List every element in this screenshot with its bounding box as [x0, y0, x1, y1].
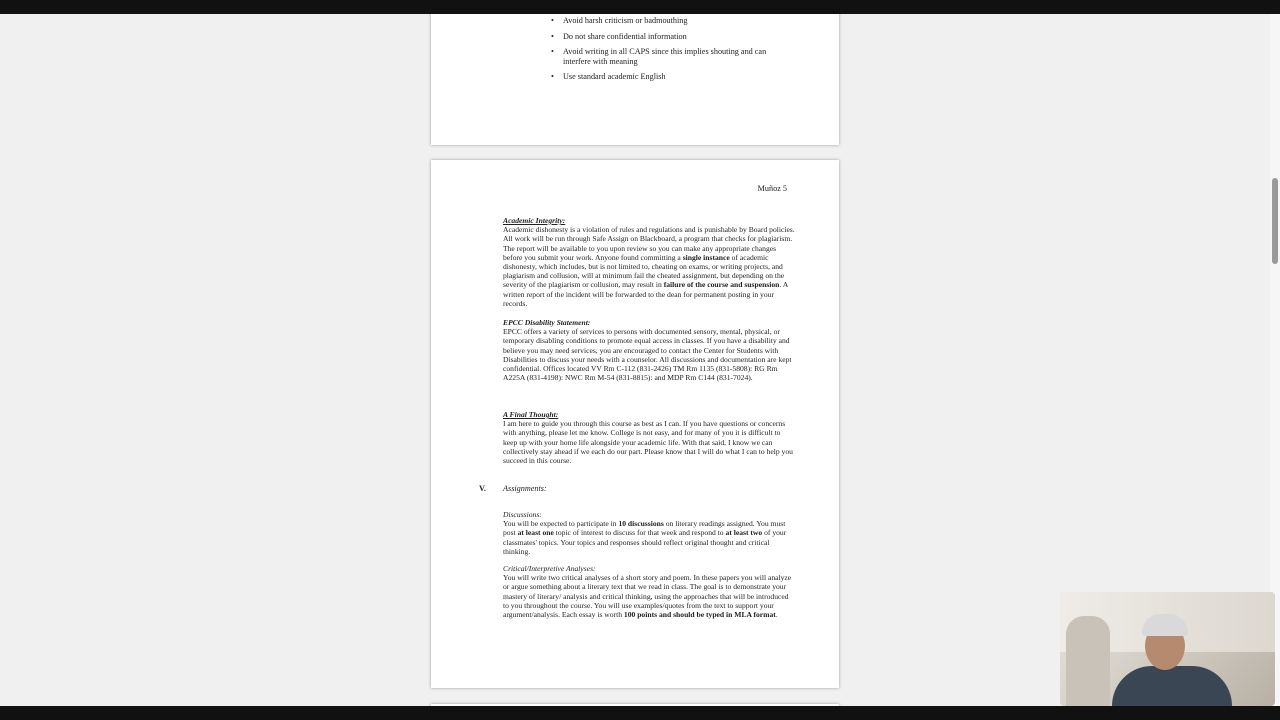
- disability-statement-section: [503, 318, 795, 382]
- list-item: • Avoid writing in all CAPS since this implies shouting and can interfere with meaning: [549, 47, 779, 66]
- section-text: EPCC offers a variety of services to persons with documented sensory, mental, physical, or temporary disabling conditions to promote equal access in classes. If you have a disability and believe you may need services, you are encouraged to contact the Center for Students with Disabilities to discuss your needs with a counselor. All discussions and documentation are kept confidential. Offices located VV Rm C-112 (831-2426) TM Rm 1135 (831-5808): RG Rm A225A (831-4198): NWC Rm M-54 (831-8815): and MDP Rm C144 (831-7024).: [503, 327, 792, 383]
- list-item: • Avoid harsh criticism or badmouthing: [549, 16, 779, 26]
- section-title: Discussions:: [503, 510, 542, 519]
- section-text: You will write two critical analyses of a short story and poem. In these papers you will analyze or argue something about a literary text that we read in class. The goal is to demonstrate your mastery of literary/ analysis and critical thinking, using the approaches that will be introduced to you throughout the course. You will use examples/quotes from the text to support your argument/analysis. Each essay is worth 100 points and should be typed in MLA format.: [503, 573, 792, 620]
- section-heading: Assignments:: [503, 484, 547, 493]
- final-thought-section: [503, 410, 795, 465]
- academic-integrity-section: [503, 216, 795, 308]
- list-item: • Use standard academic English: [549, 72, 779, 82]
- webcam-chair: [1066, 616, 1110, 706]
- webcam-overlay: [1060, 592, 1275, 706]
- discussions-section: [503, 510, 795, 556]
- scrollbar-thumb[interactable]: [1272, 178, 1278, 264]
- section-title: A Final Thought:: [503, 410, 559, 419]
- section-title: Critical/Interpretive Analyses:: [503, 564, 596, 573]
- webcam-person-body: [1112, 666, 1232, 706]
- document-page-4: [431, 14, 839, 145]
- section-numeral: V.: [479, 484, 486, 493]
- section-text: I am here to guide you through this course as best as I can. If you have questions or concerns with anything, please let me know. College is not easy, and for many of you it is difficult to keep up with your home life alongside your academic life. With that said, I know we can collectively stay ahead if we each do our part. Please know that I will do what I can to help you succeed in this course.: [503, 419, 793, 466]
- document-page-5: [431, 160, 839, 688]
- section-title: EPCC Disability Statement:: [503, 318, 591, 327]
- webcam-person-cap: [1142, 614, 1188, 636]
- bottom-bar: [0, 706, 1280, 720]
- analyses-section: [503, 564, 795, 619]
- list-item: • Do not share confidential information: [549, 32, 779, 42]
- page-header: Muñoz 5: [757, 184, 787, 193]
- section-text: You will be expected to participate in 10 discussions on literary readings assigned. You must post at least one topic of interest to discuss for that week and respond to at least two of your classmates' topics. Your topics and responses should reflect original thought and critical thinking.: [503, 519, 787, 556]
- section-text: Academic dishonesty is a violation of rules and regulations and is punishable by Board policies. All work will be run through Safe Assign on Blackboard, a program that checks for plagiarism. The report will be available to you upon review so you can make any appropriate changes before you submit your work. Anyone found committing a single instance of academic dishonesty, which includes, but is not limited to, cheating on exams, or writing projects, and plagiarism and collusion, will at minimum fail the cheated assignment, but depending on the severity of the plagiarism or collusion, may result in failure of the course and suspension. A written report of the incident will be forwarded to the dean for permanent posting in your records.: [503, 225, 795, 308]
- section-title: Academic Integrity:: [503, 216, 566, 225]
- etiquette-bullet-list: [549, 16, 779, 88]
- top-bar: [0, 0, 1280, 14]
